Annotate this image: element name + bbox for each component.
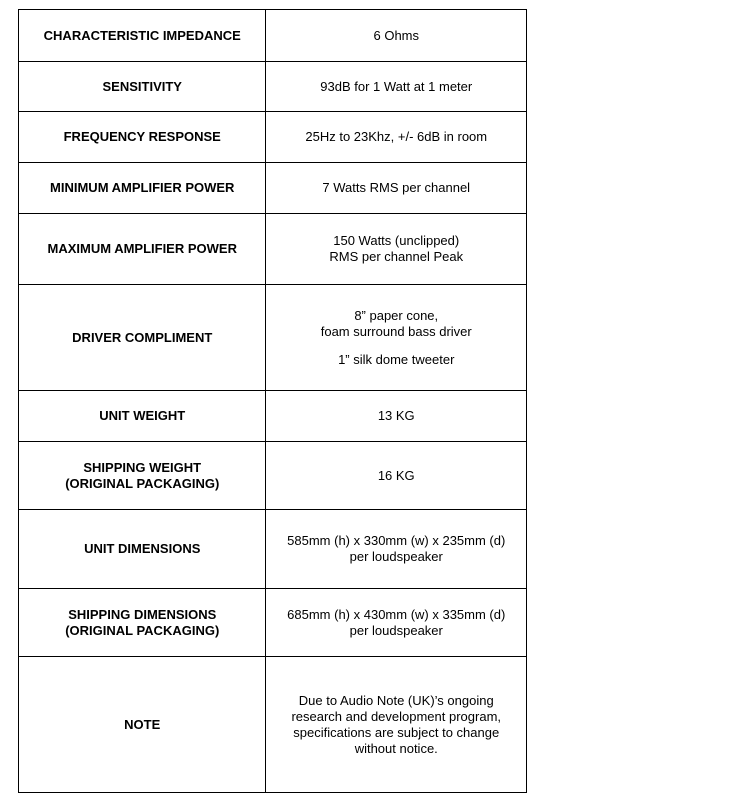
spec-label-line: (ORIGINAL PACKAGING): [65, 622, 220, 638]
spec-value-line: research and development program,: [291, 708, 502, 724]
table-row: [19, 442, 527, 510]
spec-value-line: Due to Audio Note (UK)’s ongoing: [298, 692, 494, 708]
spec-label-line: MAXIMUM AMPLIFIER POWER: [47, 241, 237, 256]
spec-value-line: 585mm (h) x 330mm (w) x 235mm (d): [287, 533, 506, 548]
spec-label: [19, 510, 266, 589]
spec-label-line: (ORIGINAL PACKAGING): [65, 475, 220, 491]
spec-value-line: per loudspeaker: [349, 549, 443, 564]
spec-value: [266, 391, 527, 442]
spec-value-line: 6 Ohms: [373, 27, 419, 43]
spec-value-line: specifications are subject to change: [293, 724, 500, 740]
spec-value-line: 7 Watts RMS per channel: [322, 180, 471, 195]
spec-label: [19, 589, 266, 657]
spec-value-line: without notice.: [354, 740, 438, 756]
spec-value-line: RMS per channel Peak: [329, 249, 464, 264]
spec-value: [266, 285, 527, 391]
table-row: [19, 510, 527, 589]
spec-label-line: SENSITIVITY: [102, 78, 182, 94]
table-row: [19, 391, 527, 442]
spec-label: [19, 10, 266, 62]
spec-value-line: 1” silk dome tweeter: [338, 351, 455, 367]
spec-value: [266, 62, 527, 112]
spec-label-line: NOTE: [124, 716, 161, 732]
spec-label-line: MINIMUM AMPLIFIER POWER: [50, 180, 235, 195]
spec-label-line: UNIT WEIGHT: [99, 408, 186, 423]
spec-value-line: foam surround bass driver: [320, 323, 472, 339]
spec-label: [19, 62, 266, 112]
spec-label: [19, 214, 266, 285]
spec-value-line: per loudspeaker: [349, 622, 443, 638]
table-row: [19, 62, 527, 112]
spec-label: [19, 391, 266, 442]
spec-value: [266, 589, 527, 657]
spec-value: [266, 510, 527, 589]
spec-value: [266, 10, 527, 62]
spec-value-line: 93dB for 1 Watt at 1 meter: [320, 78, 473, 94]
spec-value: [266, 657, 527, 793]
spec-label: [19, 112, 266, 163]
table-row: [19, 10, 527, 62]
table-row: [19, 589, 527, 657]
spec-value-line: 25Hz to 23Khz, +/- 6dB in room: [305, 129, 488, 144]
spec-value-line: 685mm (h) x 430mm (w) x 335mm (d): [287, 606, 506, 622]
spec-label-line: FREQUENCY RESPONSE: [63, 129, 221, 144]
spec-value-line: 13 KG: [377, 408, 415, 423]
spec-table-body: [19, 10, 527, 793]
table-row: [19, 214, 527, 285]
spec-value-line: 8” paper cone,: [354, 307, 439, 323]
spec-value: [266, 163, 527, 214]
spec-table: [18, 9, 527, 793]
spec-value-line: [272, 340, 520, 352]
spec-label: [19, 442, 266, 510]
spec-label-line: SHIPPING DIMENSIONS: [68, 606, 217, 622]
spec-value-line: 16 KG: [377, 467, 415, 483]
spec-value: [266, 442, 527, 510]
spec-value: [266, 112, 527, 163]
spec-label-line: UNIT DIMENSIONS: [84, 541, 201, 556]
spec-label: [19, 285, 266, 391]
table-row: [19, 657, 527, 793]
table-row: [19, 285, 527, 391]
spec-value: [266, 214, 527, 285]
table-row: [19, 112, 527, 163]
spec-label-line: SHIPPING WEIGHT: [83, 459, 202, 475]
spec-label-line: CHARACTERISTIC IMPEDANCE: [43, 27, 241, 43]
spec-label: [19, 657, 266, 793]
table-row: [19, 163, 527, 214]
spec-value-line: 150 Watts (unclipped): [333, 233, 460, 248]
spec-label-line: DRIVER COMPLIMENT: [72, 329, 213, 345]
spec-label: [19, 163, 266, 214]
